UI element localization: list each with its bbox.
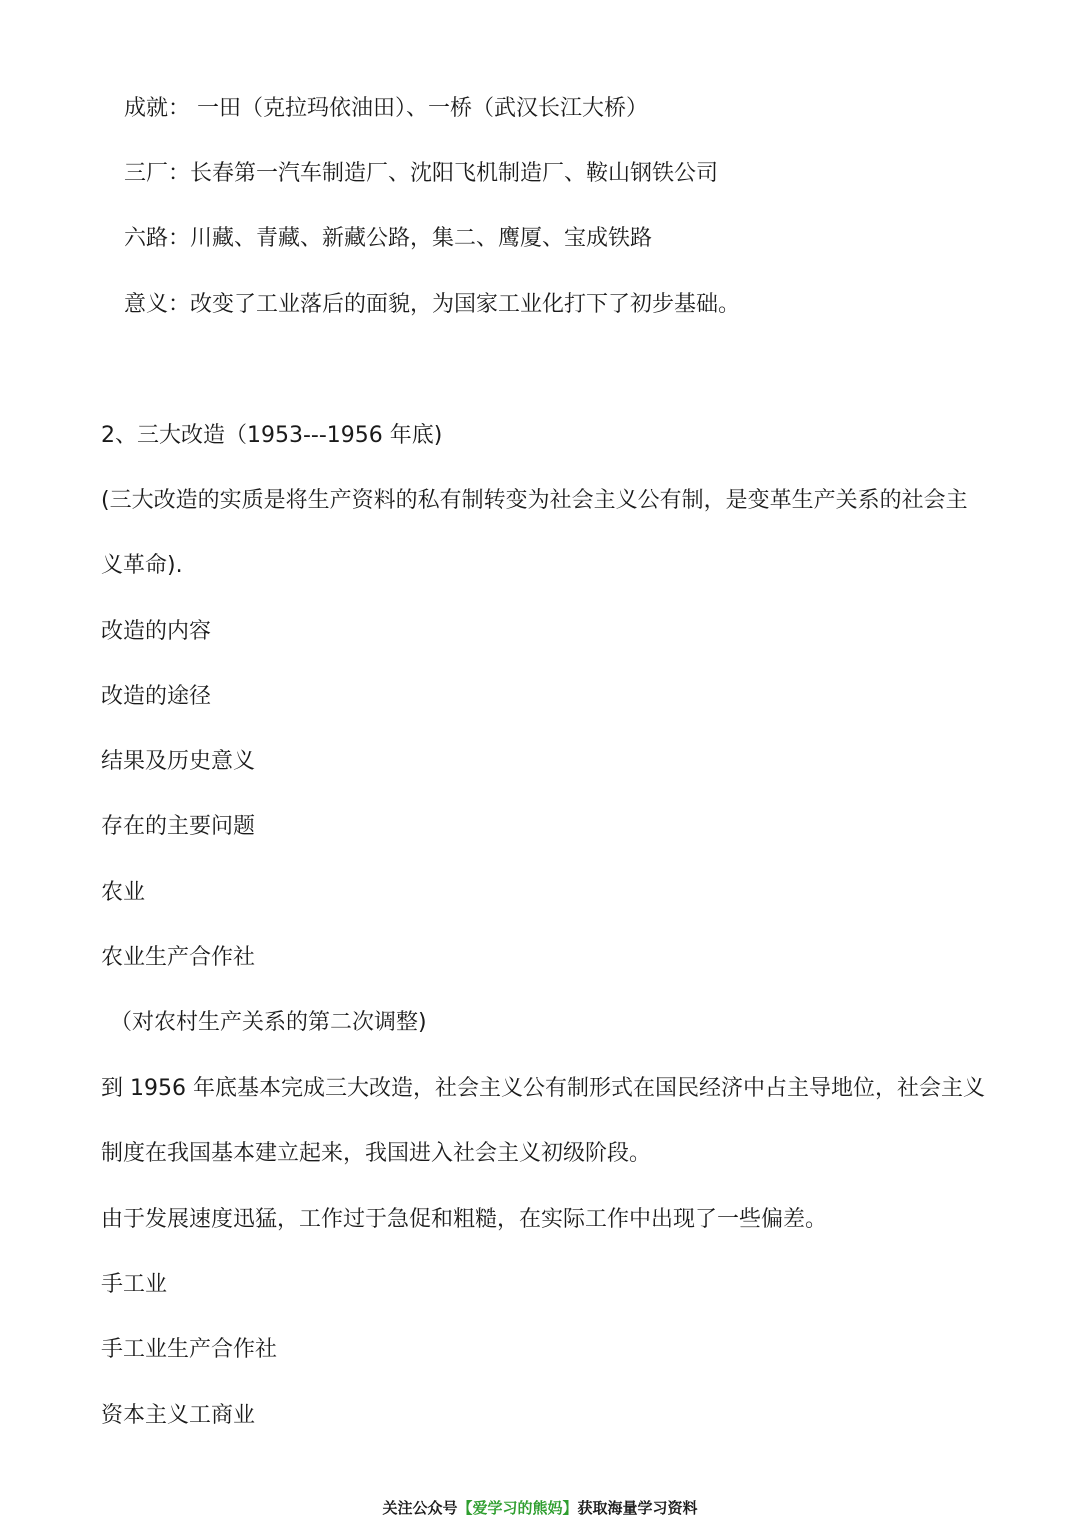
achievement-line-yi-yi: 意义：改变了工业落后的面貌，为国家工业化打下了初步基础。 [124,292,741,317]
list-item: 农业生产合作社 [101,945,256,970]
section-heading: 2、三大改造（1953---1956 年底) [101,423,443,448]
result-text-line-1: 到 1956 年底基本完成三大改造，社会主义公有制形式在国民经济中占主导地位，社会主义 [101,1076,985,1101]
problem-text: 由于发展速度迅猛，工作过于急促和粗糙，在实际工作中出现了一些偏差。 [101,1207,828,1232]
achievement-line-cheng-jiu: 成就： 一田（克拉玛依油田）、一桥（武汉长江大桥） [124,96,648,121]
footer-prefix: 关注公众号 [382,1499,458,1517]
essence-text-line-1: (三大改造的实质是将生产资料的私有制转变为社会主义公有制，是变革生产关系的社会主 [101,488,968,513]
achievement-line-liu-lu: 六路：川藏、青藏、新藏公路，集二、鹰厦、宝成铁路 [124,226,653,251]
footer-brand: 【爱学习的熊妈】 [457,1499,578,1517]
footer-promo [0,1496,1080,1520]
list-item: 存在的主要问题 [101,814,256,839]
list-item: 手工业生产合作社 [101,1337,278,1362]
list-item: 改造的内容 [101,619,212,644]
adjustment-note: （对农村生产关系的第二次调整) [110,1010,427,1035]
list-item: 资本主义工商业 [101,1403,256,1428]
list-item: 结果及历史意义 [101,749,256,774]
list-item: 农业 [101,880,146,905]
list-item: 改造的途径 [101,684,212,709]
result-text-line-2: 制度在我国基本建立起来，我国进入社会主义初级阶段。 [101,1141,652,1166]
achievement-line-san-chang: 三厂：长春第一汽车制造厂、沈阳飞机制造厂、鞍山钢铁公司 [124,161,719,186]
footer-suffix: 获取海量学习资料 [577,1499,698,1517]
list-item: 手工业 [101,1272,168,1297]
essence-text-line-2: 义革命). [101,553,183,578]
